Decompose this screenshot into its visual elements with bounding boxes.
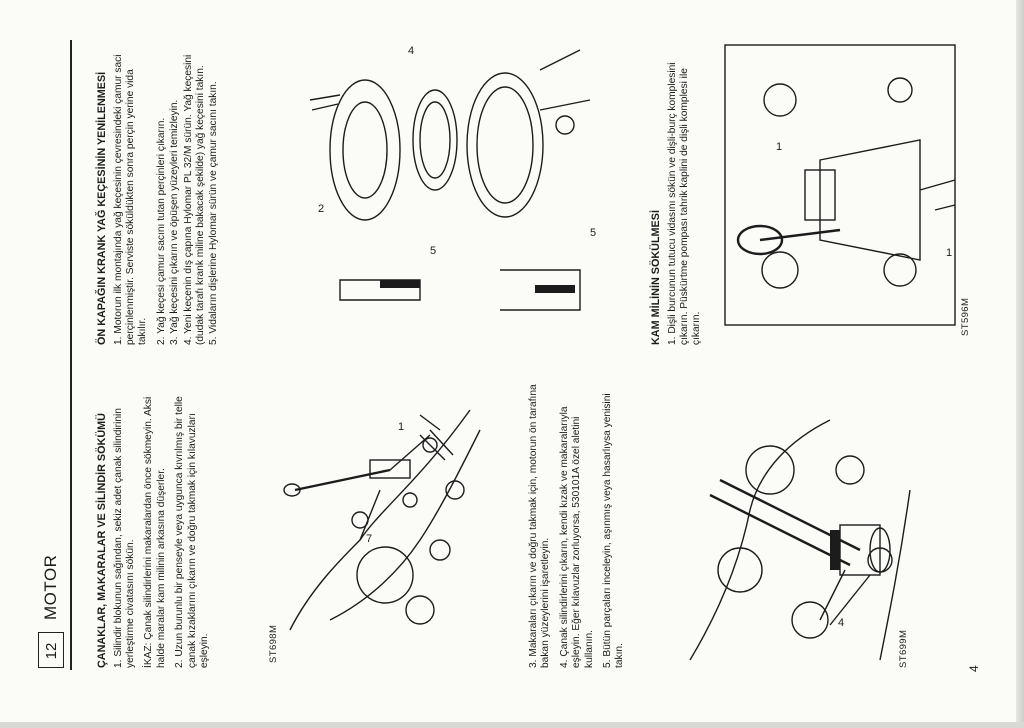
column-2-text	[528, 378, 633, 668]
header-rule	[70, 40, 72, 670]
callout-7: 7	[366, 533, 373, 545]
callout-4: 4	[408, 45, 415, 57]
col2-step-4: 4. Çanak silindirlerini çıkarın, kendi kızak ve makaralarıyla eşleyin. Eğer kılavuzlar zorluyorsa, 530101A özel aletini kullanın.	[558, 406, 595, 668]
callout-5b: 5	[590, 227, 597, 239]
callouts-st596m	[760, 130, 960, 270]
column-4-text	[650, 40, 710, 345]
section-number-box	[38, 632, 64, 668]
callouts-st699m	[830, 610, 860, 640]
callout-1: 1	[776, 141, 783, 153]
column-1-text	[96, 378, 217, 668]
column-3-text	[96, 40, 227, 345]
callout-1: 1	[398, 421, 405, 433]
page-edge-shadow	[1016, 0, 1024, 728]
callouts-st698m	[360, 410, 420, 550]
callout-2: 2	[318, 203, 325, 215]
col1-step-1: 1. Silindir blokunun sağından, sekiz adet çanak silindirinin yerleştirme civatasını sökün.	[112, 408, 136, 668]
col2-step-3: 3. Makaraları çıkarın ve doğru takmak için, motorun ön tarafına bakan yüzeylerini işaretleyin.	[528, 384, 552, 668]
col1-warning: İKAZ: Çanak silindirlerini makaralardan önce sökmeyin. Aksi halde maralar kam milinin arkasına düşerler.	[143, 396, 167, 668]
heading-tappets: ÇANAKLAR, MAKARALAR VE SİLİNDİR SÖKÜMÜ	[96, 413, 108, 668]
page-bottom-shadow	[0, 722, 1024, 728]
callout-4: 4	[838, 617, 845, 629]
section-number: 12	[43, 642, 60, 660]
callouts-oil-seal	[300, 40, 600, 330]
heading-oil-seal: ÖN KAPAĞIN KRANK YAĞ KEÇESİNİN YENİLENMESİ	[96, 71, 108, 345]
col3-step-2: 2. Yağ keçesi çamur sacını tutan perçinleri çıkarın.	[155, 117, 167, 345]
callout-1b: 1	[946, 247, 953, 259]
col3-step-1: 1. Motorun ilk montajında yağ keçesinin çevresindeki çamur saci perçinlenmiştir. Serviste söküldükten sonra perçin yerine vida takılır.	[112, 54, 149, 345]
figure-label-st698m: ST698M	[268, 624, 279, 663]
section-title: MOTOR	[41, 554, 60, 620]
figure-label-st699m: ST699M	[898, 629, 909, 668]
figure-st699m	[680, 410, 920, 670]
page-number: 4	[967, 665, 981, 672]
col1-step-2: 2. Uzun burunlu bir penseyle veya uygunca kıvrılmış bir telle çanak kızaklarını çıkarın ve doğru takmak için kılavuzları eşleyin.	[174, 396, 211, 668]
col3-step-3: 3. Yağ keçesini çıkarın ve öpüşen yüzeyleri temizleyin.	[169, 99, 181, 345]
figure-label-st596m: ST596M	[960, 297, 971, 336]
heading-camshaft: KAM MİLİNİN SÖKÜLMESİ	[650, 210, 662, 345]
col3-step-4: 4. Yeni keçenin dış çapına Hylomar PL 32/M sürün. Yağ keçesini (dudak tarafı krank miline bakacak şekilde) yağ keçesini takın.	[182, 54, 207, 345]
callout-5: 5	[430, 245, 437, 257]
col3-step-5: 5. Vidaların dişlerine Hylomar sürün ve çamur sacını takın.	[208, 81, 220, 345]
col2-step-5: 5. Bütün parçaları inceleyin, aşınmış veya hasarlıysa yenisini takın.	[602, 393, 626, 668]
col4-step-1: 1. Dişli burcunun tutucu vidasını sökün ve dişli-burç komplesini çıkarın. Püskürtme pompası tahrik kaplini de dişli komplesi ile çıkarın.	[666, 62, 703, 345]
